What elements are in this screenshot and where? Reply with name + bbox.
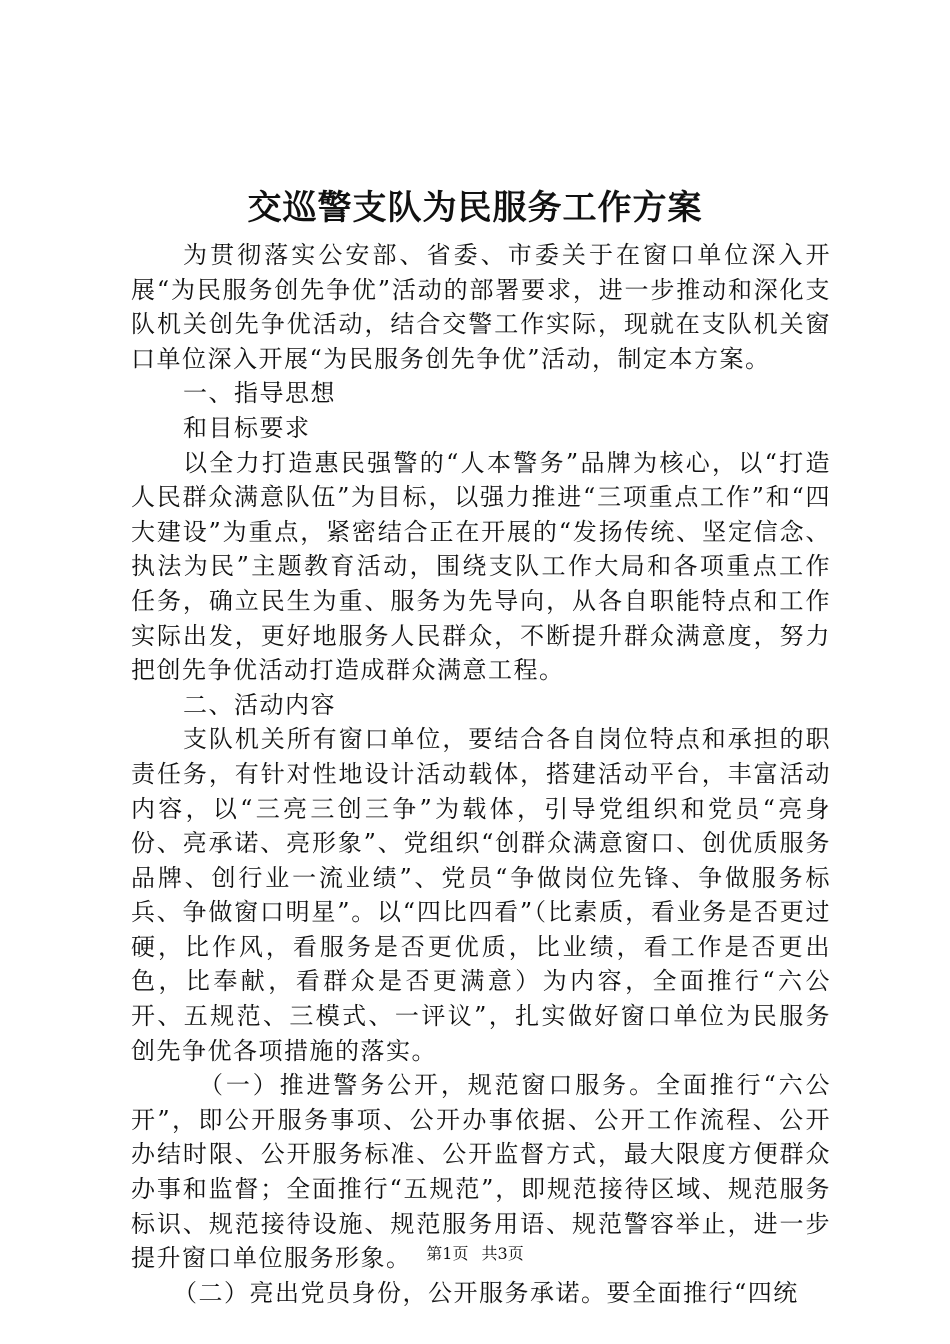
section-heading-guiding-thought: 一、指导思想 (183, 379, 336, 408)
paragraph-guiding-content: 以全力打造惠民强警的“人本警务”品牌为核心，以“打造人民群众满意队伍”为目标，以强力推进“三项重点工作”和“四大建设”为重点，紧密结合正在开展的“发扬传统、坚定信念、执法为民”主题教育活动，围绕支队工作大局和各项重点工作任务，确立民生为重、服务为先导向，从各自职能特点和工作实际出发，更好地服务人民群众，不断提升群众满意度，努力把创先争优活动打造成群众满意工程。 (131, 448, 831, 685)
paragraph-intro: 为贯彻落实公安部、省委、市委关于在窗口单位深入开展“为民服务创先争优”活动的部署要求，进一步推动和深化支队机关创先争优活动，结合交警工作实际，现就在支队机关窗口单位深入开展“为民服务创先争优”活动，制定本方案。 (131, 241, 831, 373)
section-heading-goals: 和目标要求 (183, 413, 311, 442)
paragraph-activity-content: 支队机关所有窗口单位，要结合各自岗位特点和承担的职责任务，有针对性地设计活动载体，搭建活动平台，丰富活动内容，以“三亮三创三争”为载体，引导党组织和党员“亮身份、亮承诺、亮形象”、党组织“创群众满意窗口、创优质服务品牌、创行业一流业绩”、党员“争做岗位先锋、争做服务标兵、争做窗口明星”。以“四比四看”（比素质，看业务是否更过硬，比作风，看服务是否更优质，比业绩，看工作是否更出色，比奉献，看群众是否更满意）为内容，全面推行“六公开、五规范、三模式、一评议”，扎实做好窗口单位为民服务创先争优各项措施的落实。 (131, 725, 831, 1065)
section-heading-activity-content: 二、活动内容 (183, 690, 336, 719)
page-total: 共3页 (481, 1244, 524, 1263)
paragraph-item-one: （一）推进警务公开，规范窗口服务。全面推行“六公开”，即公开服务事项、公开办事依据、公开工作流程、公开办结时限、公开服务标准、公开监督方式，最大限度方便群众办事和监督；全面推行“五规范”，即规范接待区域、规范服务标识、规范接待设施、规范服务用语、规范警容举止，进一步提升窗口单位服务形象。 (131, 1071, 831, 1273)
page-number: 第1页 (426, 1244, 469, 1263)
document-body (131, 238, 831, 1310)
document-title: 交巡警支队为民服务工作方案 (247, 188, 703, 228)
page-footer (0, 1243, 950, 1265)
paragraph-item-two: （二）亮出党员身份，公开服务承诺。要全面推行“四统 (173, 1278, 799, 1307)
